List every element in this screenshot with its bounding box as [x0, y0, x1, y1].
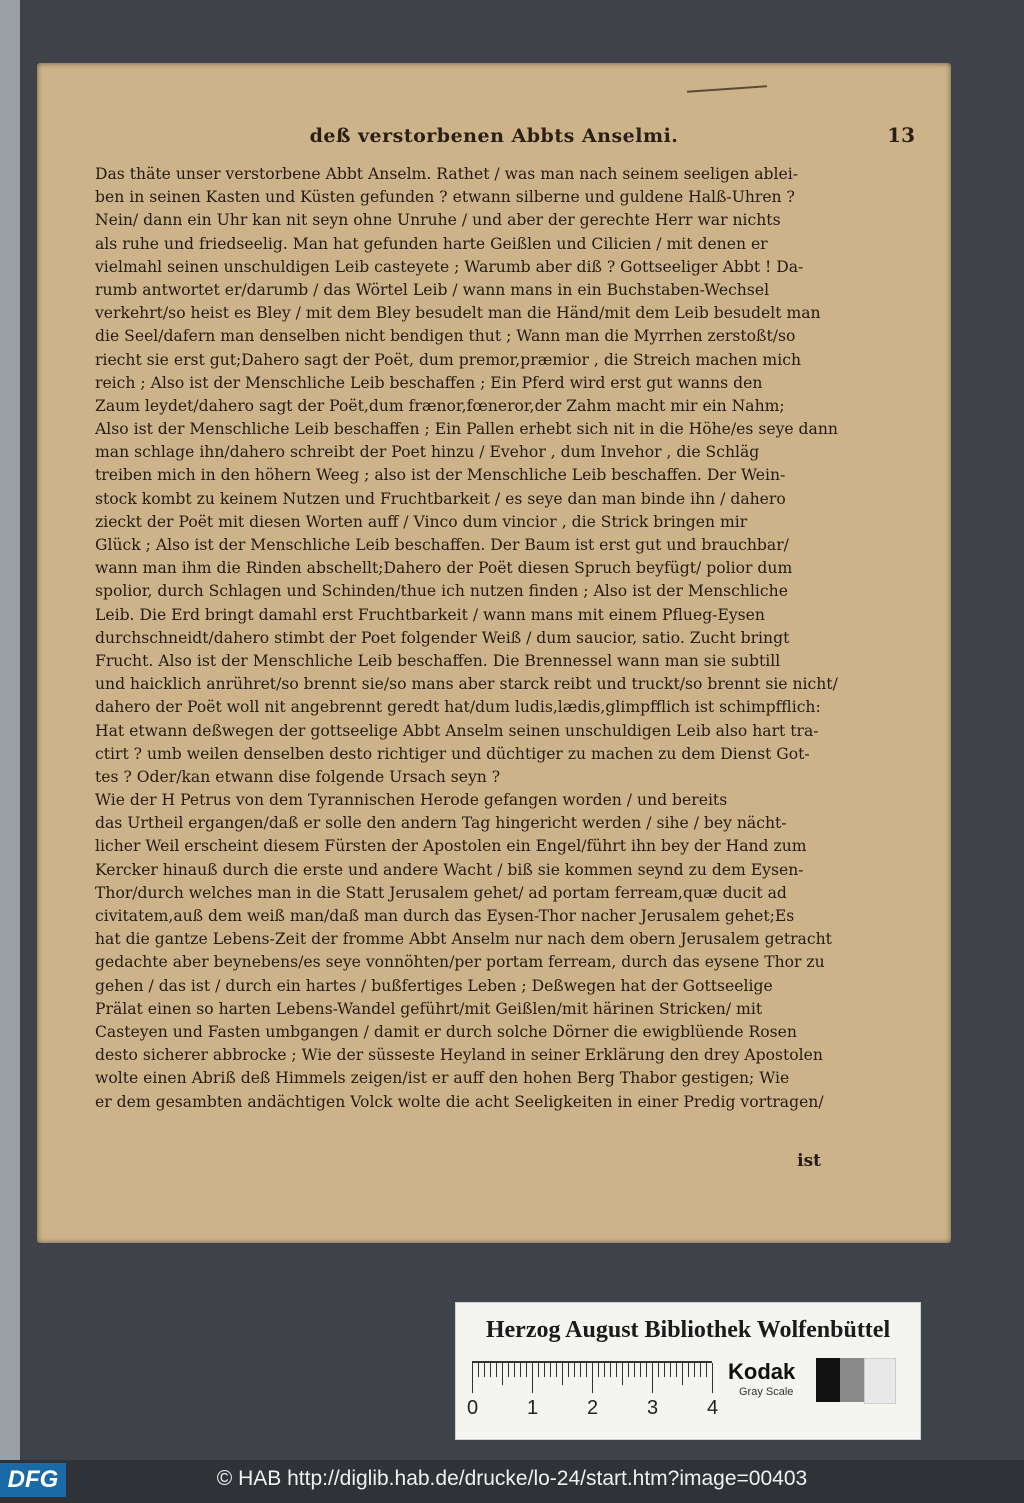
running-header: deß verstorbenen Abbts Anselmi. [309, 125, 679, 147]
text-line: Kercker hinauß durch die erste und andere Wacht / biß sie kommen seynd zu dem Eysen- [95, 860, 804, 879]
text-line: rumb antwortet er/darumb / das Wörtel Leib / wann mans in ein Buchstaben-Wechsel [95, 280, 770, 299]
ruler-tick [664, 1363, 665, 1377]
ruler-tick [610, 1363, 611, 1377]
ruler-tick [604, 1363, 605, 1377]
text-line: durchschneidt/dahero stimbt der Poet folgender Weiß / dum saucior, satio. Zucht bringt [95, 628, 790, 647]
ruler-tick [712, 1363, 713, 1393]
ruler-tick [658, 1363, 659, 1377]
ruler-number: 1 [527, 1397, 539, 1419]
ruler-tick [634, 1363, 635, 1377]
ruler-tick [526, 1363, 527, 1377]
ruler-tick [568, 1363, 569, 1377]
gray-patch-black [816, 1358, 840, 1402]
body-text [95, 163, 883, 1114]
text-line: gedachte aber beynebens/es seye vonnöhten/per portam ferream, durch das eysene Thor zu [95, 953, 825, 972]
text-line: Nein/ dann ein Uhr kan nit seyn ohne Unruhe / und aber der gerechte Herr war nichts [95, 211, 781, 230]
text-line: tes ? Oder/kan etwann dise folgende Ursach seyn ? [95, 767, 501, 786]
text-line: wann man ihm die Rinden abschellt;Dahero der Poët diesen Spruch beyfügt/ polior dum [95, 559, 793, 578]
text-line: die Seel/dafern man denselben nicht bendigen thut ; Wann man die Myrrhen zerstoßt/so [95, 327, 796, 346]
text-line: gehen / das ist / durch ein hartes / bußfertiges Leben ; Deßwegen hat der Gottseelige [95, 976, 773, 995]
ruler-number: 4 [707, 1397, 719, 1419]
kodak-logo: Kodak [728, 1359, 796, 1384]
book-page [37, 63, 951, 1243]
scan-edge-strip [0, 0, 20, 1460]
ruler-tick [574, 1363, 575, 1377]
catchword: ist [797, 1151, 821, 1171]
text-line: Thor/durch welches man in die Statt Jerusalem gehet/ ad portam ferream,quæ ducit ad [95, 883, 787, 902]
text-line: riecht sie erst gut;Dahero sagt der Poët, dum premor,præmior , die Streich machen mich [95, 350, 801, 369]
text-line: Zaum leydet/dahero sagt der Poët,dum frænor,fœneror,der Zahm macht mir ein Nahm; [95, 396, 785, 415]
ruler-tick [598, 1363, 599, 1377]
text-line: desto sicherer abbrocke ; Wie der süsseste Heyland in seiner Erklärung den drey Apostolen [95, 1046, 823, 1065]
ruler-tick [550, 1363, 551, 1377]
measurement-ruler [472, 1361, 712, 1393]
text-line: civitatem,auß dem weiß man/daß man durch das Eysen-Thor nacher Jerusalem gehet;Es [95, 907, 795, 925]
text-line: spolior, durch Schlagen und Schinden/thue ich nutzen finden ; Also ist der Menschliche [95, 582, 788, 601]
ruler-tick [682, 1363, 683, 1385]
text-line: Also ist der Menschliche Leib beschaffen ; Ein Pallen erhebt sich nit in die Höhe/es seye dann [95, 420, 838, 439]
gray-scale-label: Gray Scale [739, 1386, 794, 1398]
ruler-tick [670, 1363, 671, 1377]
text-line: zieckt der Poët mit diesen Worten auff / Vinco dum vincior , die Strick bringen mir [95, 512, 748, 531]
gray-patch-white [864, 1358, 896, 1404]
ruler-tick [556, 1363, 557, 1377]
ruler-tick [496, 1363, 497, 1377]
text-line: vielmahl seinen unschuldigen Leib casteyete ; Warumb aber diß ? Gottseeliger Abbt ! Da- [95, 257, 804, 276]
ruler-tick [652, 1363, 653, 1393]
text-line: Glück ; Also ist der Menschliche Leib beschaffen. Der Baum ist erst gut und brauchbar/ [95, 536, 789, 554]
ruler-tick [520, 1363, 521, 1377]
text-line: das Urtheil ergangen/daß er solle den andern Tag hingericht werden / sihe / bey nächt- [95, 814, 787, 833]
institution-name: Herzog August Bibliothek Wolfenbüttel [485, 1317, 891, 1343]
ruler-tick [472, 1363, 473, 1393]
text-line: Wie der H Petrus von dem Tyrannischen Herode gefangen worden / und bereits [95, 791, 728, 810]
dfg-logo: DFG [0, 1463, 66, 1497]
text-line: Prälat einen so harten Lebens-Wandel geführt/mit Geißlen/mit härinen Stricken/ mit [95, 999, 763, 1018]
text-line: Leib. Die Erd bringt damahl erst Fruchtbarkeit / wann mans mit einem Pflueg-Eysen [95, 605, 765, 624]
page-number: 13 [887, 123, 915, 147]
text-line: verkehrt/so heist es Bley / mit dem Bley besudelt man die Händ/mit dem Leib besudelt man [95, 304, 821, 323]
ruler-tick [502, 1363, 503, 1385]
ink-flourish [687, 85, 767, 93]
copyright-link[interactable]: © HAB http://diglib.hab.de/drucke/lo-24/start.htm?image=00403 [216, 1467, 808, 1490]
text-line: Das thäte unser verstorbene Abbt Anselm. Rathet / was man nach seinem seeligen ablei- [95, 165, 799, 183]
text-line: als ruhe und friedseelig. Man hat gefunden harte Geißlen und Cilicien / mit denen er [95, 234, 768, 253]
gray-patch-mid [840, 1358, 864, 1402]
ruler-tick [616, 1363, 617, 1377]
text-line: hat die gantze Lebens-Zeit der fromme Abbt Anselm nur nach dem obern Jerusalem getracht [95, 930, 832, 949]
ruler-tick [592, 1363, 593, 1393]
text-line: stock kombt zu keinem Nutzen und Fruchtbarkeit / es seye dan man binde ihn / dahero [95, 489, 786, 508]
ruler-tick [532, 1363, 533, 1393]
ruler-tick [694, 1363, 695, 1377]
ruler-tick [640, 1363, 641, 1377]
ruler-tick [538, 1363, 539, 1377]
ruler-number: 2 [587, 1397, 599, 1419]
text-line: treiben mich in den höhern Weeg ; also ist der Menschliche Leib beschaffen. Der Wein- [95, 466, 786, 485]
ruler-number: 3 [647, 1397, 659, 1419]
ruler-tick [646, 1363, 647, 1377]
ruler-number: 0 [467, 1397, 479, 1419]
text-line: Hat etwann deßwegen der gottseelige Abbt Anselm seinen unschuldigen Leib also hart tra- [95, 721, 819, 740]
ruler-tick [700, 1363, 701, 1377]
ruler-tick [580, 1363, 581, 1377]
ruler-tick [628, 1363, 629, 1377]
ruler-tick [622, 1363, 623, 1385]
ruler-tick [562, 1363, 563, 1385]
ruler-tick [586, 1363, 587, 1377]
ruler-tick [490, 1363, 491, 1377]
text-line: Casteyen und Fasten umbgangen / damit er durch solche Dörner die ewigblüende Rosen [95, 1022, 797, 1041]
ruler-tick [706, 1363, 707, 1377]
ruler-tick [478, 1363, 479, 1377]
ruler-tick [544, 1363, 545, 1377]
color-checker-card [455, 1302, 921, 1440]
text-line: er dem gesambten andächtigen Volck wolte die acht Seeligkeiten in einer Predig vortragen/ [95, 1092, 824, 1111]
text-line: ctirt ? umb weilen denselben desto richtiger und düchtiger zu machen zu dem Dienst Got- [95, 744, 810, 763]
text-line: wolte einen Abriß deß Himmels zeigen/ist er auff den hohen Berg Thabor gestigen; Wie [95, 1069, 790, 1088]
text-line: ben in seinen Kasten und Küsten gefunden ? etwann silberne und guldene Halß-Uhren ? [95, 188, 795, 207]
text-line: Frucht. Also ist der Menschliche Leib beschaffen. Die Brennessel wann man sie subtill [95, 651, 781, 670]
ruler-tick [514, 1363, 515, 1377]
text-line: dahero der Poët woll nit angebrennt geredt hat/dum ludis,lædis,glimpfflich ist schimpfflich: [95, 698, 821, 717]
text-line: reich ; Also ist der Menschliche Leib beschaffen ; Ein Pferd wird erst gut wanns den [95, 373, 763, 392]
text-line: und haicklich anrühret/so brennt sie/so mans aber starck reibt und truckt/so brennt sie nicht/ [95, 675, 838, 694]
ruler-tick [508, 1363, 509, 1377]
text-line: licher Weil erscheint diesem Fürsten der Apostolen ein Engel/führt ihn bey der Hand zum [95, 837, 807, 856]
ruler-tick [676, 1363, 677, 1377]
ruler-tick [484, 1363, 485, 1377]
text-line: man schlage ihn/dahero schreibt der Poet hinzu / Evehor , dum Invehor , die Schläg [95, 443, 760, 462]
ruler-tick [688, 1363, 689, 1377]
